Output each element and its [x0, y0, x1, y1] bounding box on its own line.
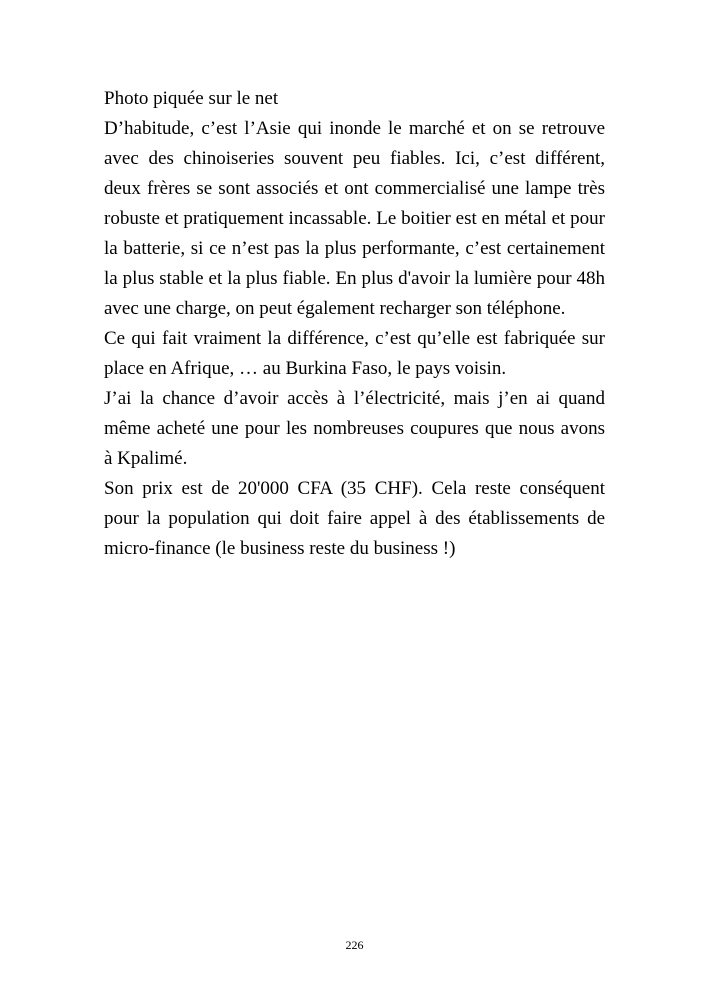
- paragraph-lamp-description: D’habitude, c’est l’Asie qui inonde le marché et on se retrouve avec des chinoiseries souvent peu fiables. Ici, c’est différent, deux frères se sont associés et ont commercialisé une lampe très robuste et pratiquement incassable. Le boitier est en métal et pour la batterie, si ce n’est pas la plus performante, c’est certainement la plus stable et la plus fiable. En plus d'avoir la lumière pour 48h avec une charge, on peut également recharger son téléphone.: [104, 118, 605, 319]
- paragraph-price: Son prix est de 20'000 CFA (35 CHF). Cela reste conséquent pour la population qui doit faire appel à des établissements de micro-finance (le business reste du business !): [104, 478, 605, 559]
- page-body-text: [104, 84, 605, 564]
- paragraph-personal-purchase: J’ai la chance d’avoir accès à l’électricité, mais j’en ai quand même acheté une pour les nombreuses coupures que nous avons à Kpalimé.: [104, 388, 605, 469]
- paragraph-photo-caption: Photo piquée sur le net: [104, 88, 279, 109]
- page-number: 226: [345, 938, 364, 952]
- paragraph-made-in-africa: Ce qui fait vraiment la différence, c’est qu’elle est fabriquée sur place en Afrique, … au Burkina Faso, le pays voisin.: [104, 328, 605, 379]
